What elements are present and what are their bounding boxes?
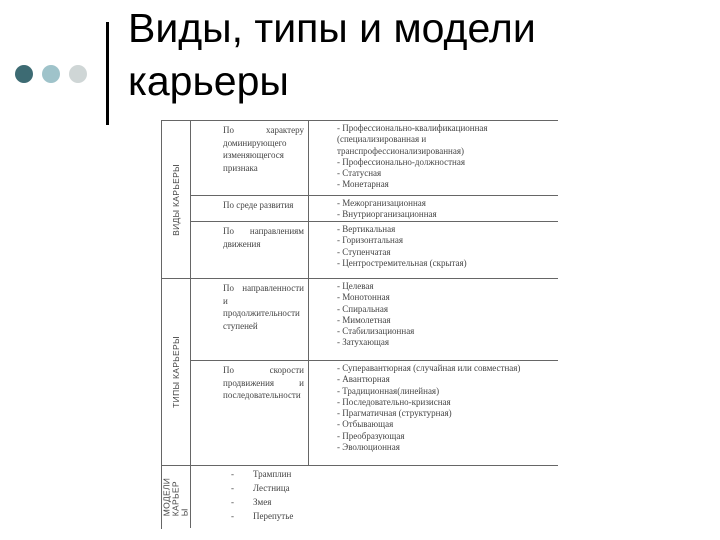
- list-item: - Профессионально-квалификационная (специализированная и транспрофессионализированная): [337, 123, 488, 156]
- decor-dot-gray: [69, 65, 87, 83]
- section-label-types: ВИДЫ КАРЬЕРЫ: [171, 163, 181, 236]
- list-item: - Последовательно-кризисная: [337, 396, 451, 407]
- list-item: - Внутриорганизационная: [337, 209, 437, 220]
- model-label: Перепутье: [253, 511, 294, 521]
- section-label-cell: [162, 279, 191, 466]
- list-item: - Отбывающая: [337, 419, 394, 430]
- slide-title-line1: Виды, типы и модели: [128, 5, 536, 51]
- list-item: - Суперавантюрная (случайная или совместная): [337, 363, 521, 373]
- section-label-kinds: ТИПЫ КАРЬЕРЫ: [171, 336, 181, 408]
- model-label: Трамплин: [253, 469, 292, 479]
- list-item: - Ступенчатая: [337, 246, 391, 257]
- table-row: [191, 279, 558, 361]
- decor-dot-light: [42, 65, 60, 83]
- list-item: - Стабилизационная: [337, 326, 415, 337]
- list-item: - Статусная: [337, 168, 382, 179]
- items-cell: [309, 121, 558, 195]
- list-item: - Вертикальная: [337, 224, 396, 234]
- decor-dot-dark: [15, 65, 33, 83]
- list-item: - Профессионально-должностная: [337, 156, 465, 167]
- section-label-cell: [162, 121, 191, 279]
- career-table: [161, 120, 558, 529]
- list-item: - Затухающая: [337, 337, 389, 348]
- items-cell: [309, 361, 558, 465]
- list-item: - Монотонная: [337, 292, 390, 303]
- table-row: [191, 361, 558, 466]
- slide-title: [128, 2, 536, 108]
- table-row: [191, 196, 558, 222]
- list-item: - Мимолетная: [337, 314, 391, 325]
- models-cell: [191, 467, 558, 529]
- section-label-models: МОДЕЛИ КАРЬЕР Ы: [161, 477, 190, 517]
- list-item: - Центростремительная (скрытая): [337, 257, 467, 268]
- criterion-cell: По характеру доминирующего изменяющегося признака: [191, 121, 309, 195]
- model-label: Лестница: [253, 483, 290, 493]
- items-cell: [309, 279, 558, 360]
- list-item: - Межорганизационная: [337, 198, 426, 208]
- list-item: - Лестница: [231, 483, 290, 493]
- section-label-cell: [162, 466, 191, 528]
- list-item: - Спиральная: [337, 303, 389, 314]
- criterion-cell: По направлениям движения: [191, 222, 309, 278]
- list-item: - Целевая: [337, 281, 374, 291]
- list-item: - Преобразующая: [337, 430, 405, 441]
- model-label: Змея: [253, 497, 272, 507]
- items-cell: [309, 196, 558, 221]
- list-item: - Традиционная(линейная): [337, 385, 440, 396]
- list-item: - Авантюрная: [337, 374, 390, 385]
- list-item: - Монетарная: [337, 179, 389, 190]
- list-item: - Прагматичная (структурная): [337, 408, 452, 419]
- criterion-cell: По направленности и продолжительности ступеней: [191, 279, 309, 360]
- slide-title-line2: карьеры: [128, 58, 289, 104]
- list-item: - Эволюционная: [337, 442, 400, 453]
- criterion-cell: По скорости продвижения и последовательности: [191, 361, 309, 465]
- list-item: - Трамплин: [231, 469, 292, 479]
- list-item: - Горизонтальная: [337, 235, 403, 246]
- title-divider: [106, 22, 109, 125]
- table-row: [191, 121, 558, 196]
- table-row: [191, 222, 558, 279]
- criterion-cell: По среде развития: [191, 196, 309, 221]
- list-item: - Змея: [231, 497, 272, 507]
- items-cell: [309, 222, 558, 278]
- list-item: - Перепутье: [231, 511, 294, 521]
